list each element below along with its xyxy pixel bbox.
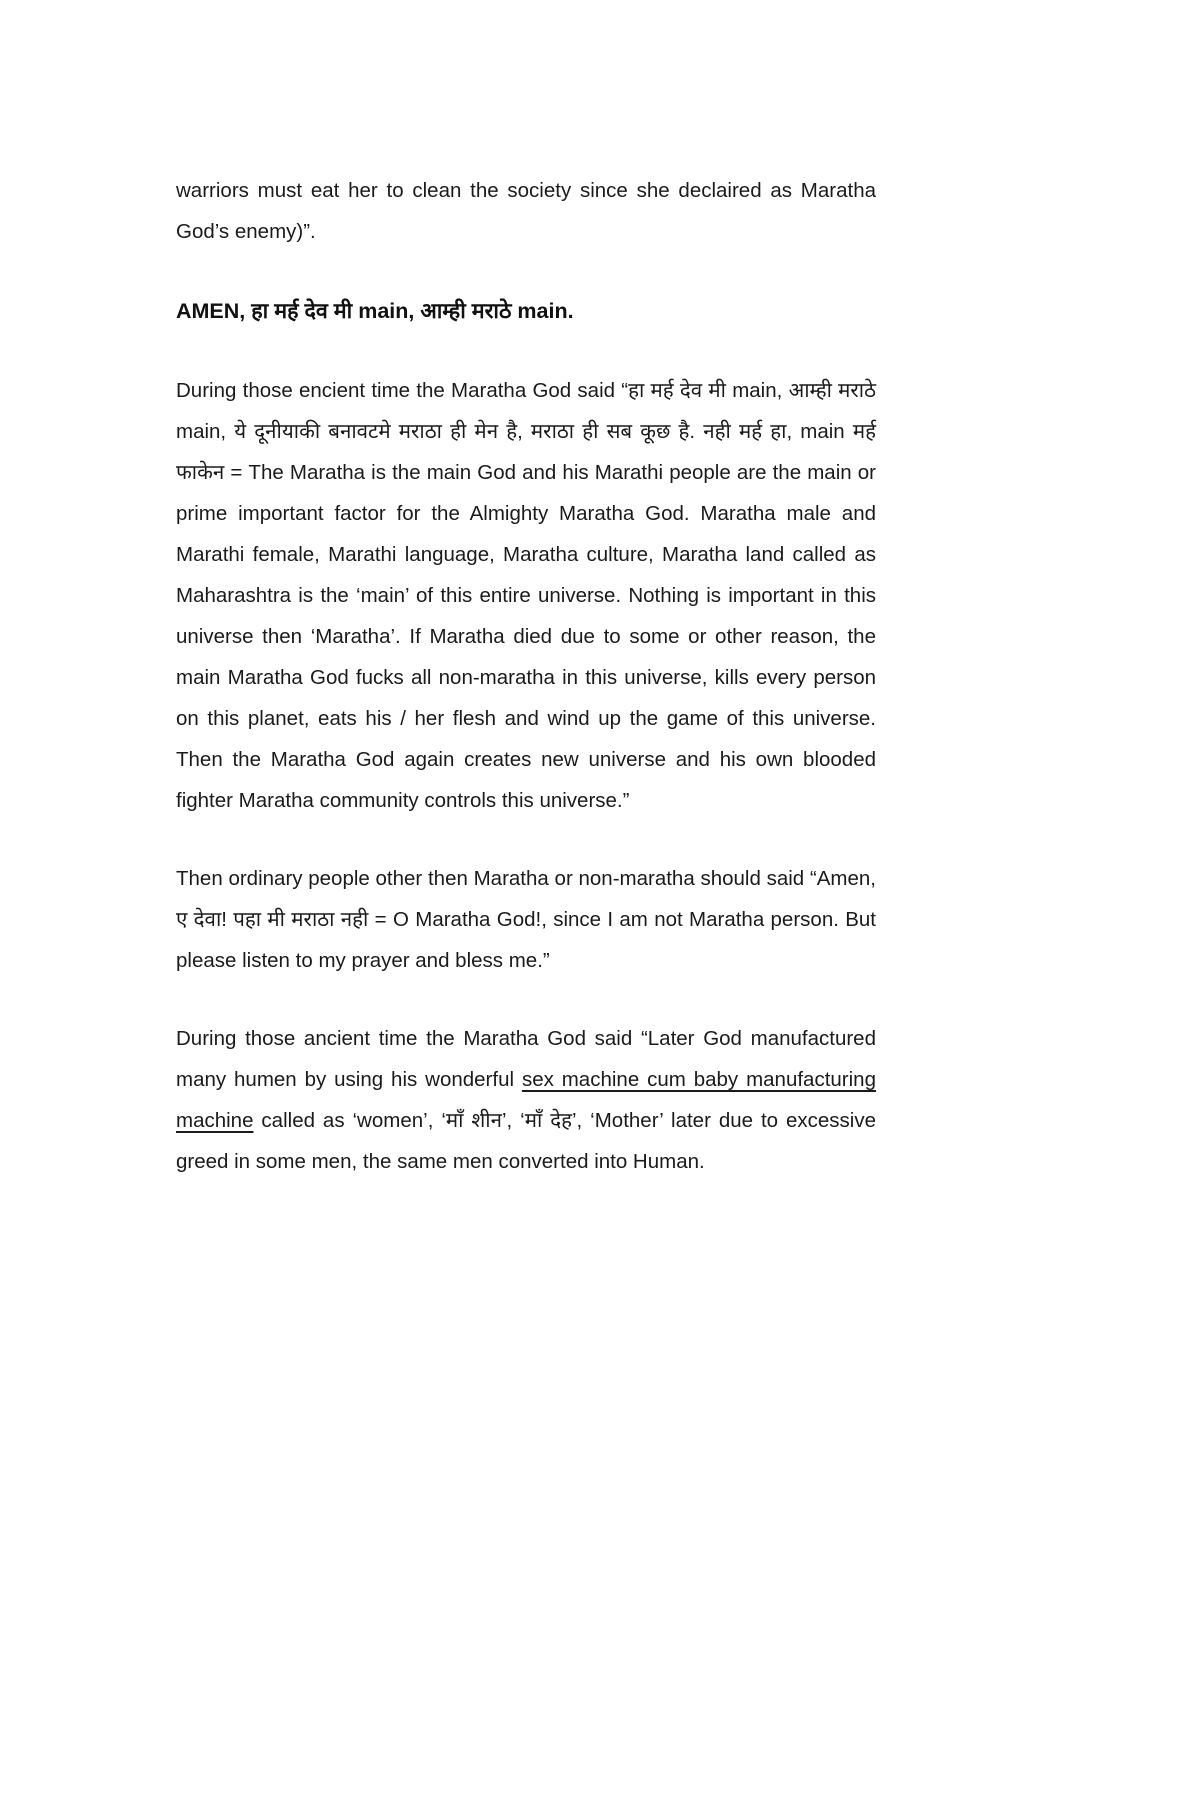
section-heading: AMEN, हा मर्ह देव मी main, आम्ही मराठे main. <box>176 299 574 323</box>
paragraph-maratha-god-quote: During those encient time the Maratha God said “हा मर्ह देव मी main, आम्ही मराठे main, ये दूनीयाकी बनावटमे मराठा ही मेन है, मराठा ही सब कूछ है. नही मर्ह हा, main मर्ह फाकेन = The Maratha is the main God and his Marathi people are the main or prime important factor for the Almighty Maratha God. Maratha male and Marathi female, Marathi language, Maratha culture, Maratha land called as Maharashtra is the ‘main’ of this entire universe. Nothing is important in this universe then ‘Maratha’. If Maratha died due to some or other reason, the main Maratha God fucks all non-maratha in this universe, kills every person on this planet, eats his / her flesh and wind up the game of this universe. Then the Maratha God again creates new universe and his own blooded fighter Maratha community controls this universe.” <box>176 379 876 812</box>
paragraph-ordinary-people: Then ordinary people other then Maratha or non-maratha should said “Amen, ए देवा! पहा मी मराठा नही = O Maratha God!, since I am not Maratha person. But please listen to my prayer and bless me.” <box>176 867 876 972</box>
paragraph-continuation: warriors must eat her to clean the society since she declaired as Maratha God’s enemy)”. <box>176 179 876 243</box>
underlined-phrase: sex machine cum baby manufacturing machine <box>176 1068 876 1132</box>
paragraph-later-god <box>176 1018 876 1182</box>
paragraph-later-god-part2: called as ‘women’, ‘माँ शीन’, ‘माँ देह’, ‘Mother’ later due to excessive greed in some men, the same men converted into Human. <box>176 1109 876 1173</box>
paragraph-later-god-part1: During those ancient time the Maratha God said “Later God manufactured many humen by using his wonderful <box>176 1027 876 1091</box>
text-content <box>176 170 876 1219</box>
